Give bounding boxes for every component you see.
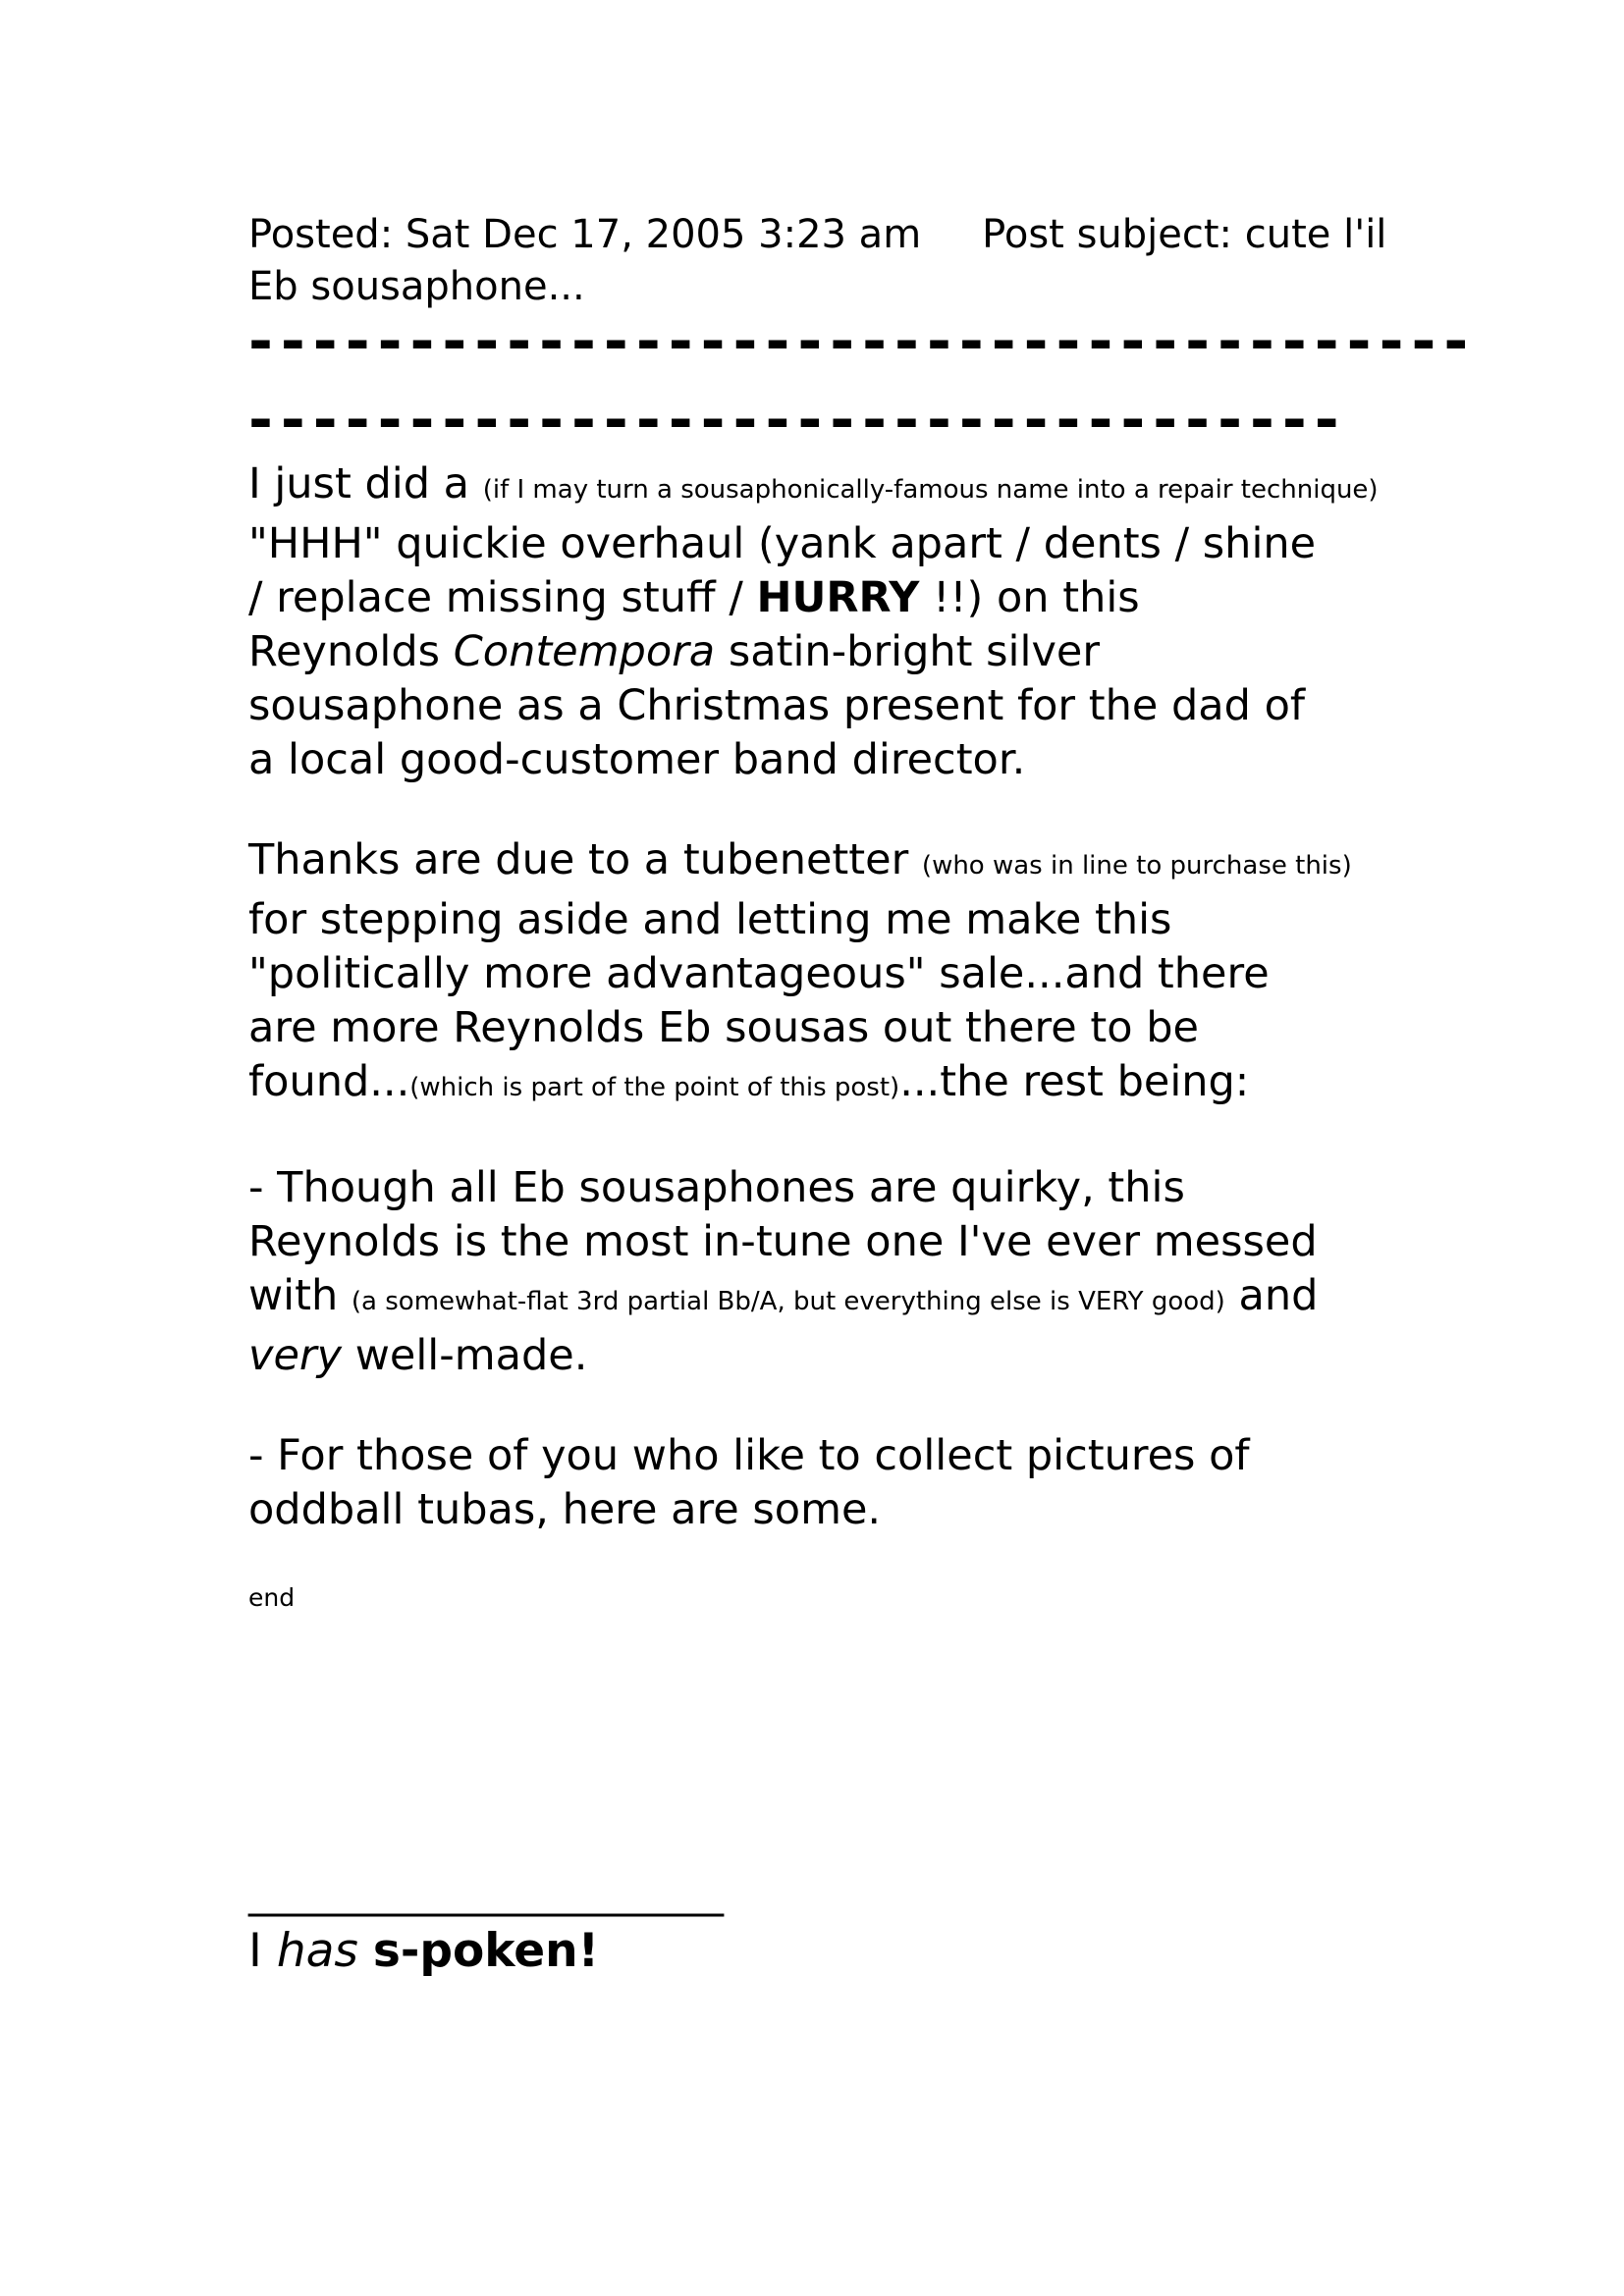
- text-line: [248, 893, 1402, 947]
- post-subject-label: Post subject: cute l'il: [982, 212, 1387, 257]
- text-segment: satin-bright silver: [715, 627, 1101, 676]
- text-line: [248, 457, 1402, 517]
- text-segment: oddball tubas, here are some.: [248, 1485, 882, 1534]
- dashed-divider-bottom: ----------------------------------: [248, 386, 1347, 454]
- text-line: [248, 1001, 1402, 1055]
- text-line: [248, 1269, 1402, 1329]
- text-segment: found...: [248, 1057, 410, 1106]
- text-line: [248, 1055, 1402, 1115]
- text-line: [248, 1329, 1402, 1383]
- paragraph: [248, 1161, 1402, 1383]
- text-segment: I just did a: [248, 459, 483, 508]
- text-segment: (who was in line to purchase this): [921, 851, 1352, 881]
- text-line: [248, 1429, 1402, 1483]
- text-line: [248, 1483, 1402, 1537]
- posted-timestamp: Posted: Sat Dec 17, 2005 3:23 am: [248, 212, 922, 257]
- post-meta-line: [248, 209, 1386, 261]
- text-segment: - Though all Eb sousaphones are quirky, this: [248, 1163, 1185, 1212]
- text-segment: s-poken!: [372, 1924, 600, 1978]
- text-segment: HURRY: [756, 573, 920, 622]
- text-segment: ...the rest being:: [899, 1057, 1250, 1106]
- text-segment: - For those of you who like to collect pictures of: [248, 1431, 1250, 1480]
- text-segment: very: [248, 1331, 343, 1380]
- text-segment: "politically more advantageous" sale...and there: [248, 949, 1270, 998]
- text-line: [248, 733, 1402, 787]
- paragraph: [248, 833, 1402, 1115]
- text-line: [248, 947, 1402, 1001]
- post-body: [248, 457, 1402, 1613]
- text-line: [248, 833, 1402, 893]
- text-segment: / replace missing stuff /: [248, 573, 757, 622]
- end-marker: end: [248, 1583, 296, 1612]
- text-segment: (which is part of the point of this post): [409, 1073, 900, 1102]
- text-segment: well-made.: [342, 1331, 588, 1380]
- text-segment: for stepping aside and letting me make this: [248, 895, 1172, 944]
- text-segment: !!) on this: [919, 573, 1140, 622]
- text-line: [248, 679, 1402, 733]
- text-line: [248, 517, 1402, 571]
- text-segment: has: [276, 1924, 358, 1978]
- text-line: [248, 625, 1402, 679]
- text-line: [248, 571, 1402, 625]
- text-segment: Contempora: [453, 627, 716, 676]
- text-segment: and: [1224, 1271, 1319, 1320]
- text-segment: (a somewhat-flat 3rd partial Bb/A, but everything else is VERY good): [351, 1287, 1225, 1316]
- text-segment: "HHH" quickie overhaul (yank apart / dents / shine: [248, 519, 1317, 568]
- text-segment: a local good-customer band director.: [248, 735, 1026, 784]
- paragraph: [248, 457, 1402, 787]
- post-subject-continuation: Eb sousaphone...: [248, 264, 585, 309]
- text-segment: sousaphone as a Christmas present for the dad of: [248, 681, 1306, 730]
- paragraph: [248, 1429, 1402, 1537]
- text-segment: (if I may turn a sousaphonically-famous name into a repair technique): [482, 475, 1379, 505]
- text-segment: Reynolds is the most in-tune one I've ever messed: [248, 1217, 1318, 1266]
- text-line: [248, 1215, 1402, 1269]
- text-segment: [358, 1924, 373, 1978]
- post-meta-header: [248, 209, 1386, 313]
- text-segment: with: [248, 1271, 352, 1320]
- text-line: [248, 1161, 1402, 1215]
- signature-text: [248, 1926, 599, 1977]
- text-segment: I: [248, 1924, 277, 1978]
- text-segment: Reynolds: [248, 627, 454, 676]
- dashed-divider-top: --------------------------------------: [248, 307, 1477, 376]
- signature-divider: ______________________: [248, 1867, 724, 1917]
- text-segment: are more Reynolds Eb sousas out there to be: [248, 1003, 1200, 1052]
- text-segment: Thanks are due to a tubenetter: [248, 835, 922, 884]
